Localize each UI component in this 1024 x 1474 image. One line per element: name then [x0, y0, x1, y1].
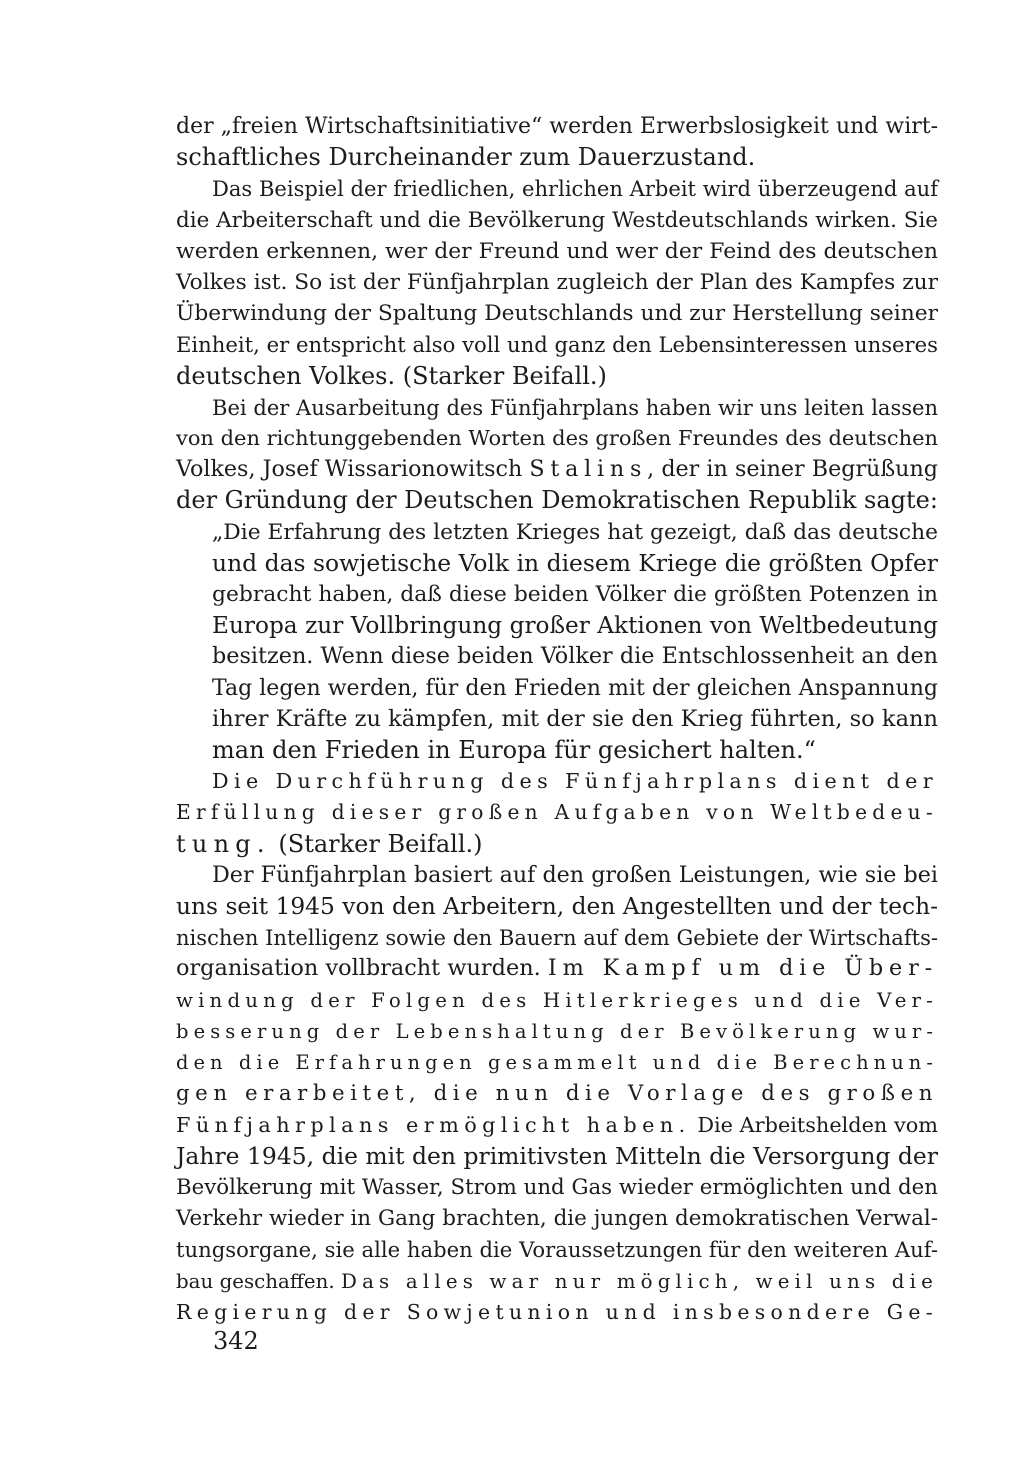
text-line: [176, 423, 938, 454]
text-segment: besitzen. Wenn diese beiden Völker die Entschlossenheit an den: [212, 643, 938, 670]
spaced-emphasis: den die Erfahrungen gesammelt und die Berechnun-: [176, 1051, 938, 1075]
text-segment: uns seit 1945 von den Arbeitern, den Angestellten und der tech-: [176, 892, 938, 921]
quote-line: [176, 517, 938, 548]
text-segment: Die Arbeitshelden vom: [690, 1112, 938, 1137]
spaced-emphasis: gen erarbeitet, die nun die Vorlage des großen: [176, 1081, 938, 1107]
text-segment: Verkehr wieder in Gang brachten, die jungen demokratischen Verwal-: [176, 1206, 938, 1232]
text-line: [176, 1110, 938, 1141]
quote-line: [176, 704, 938, 735]
text-segment: tungsorgane, sie alle haben die Voraussetzungen für den weiteren Auf-: [176, 1237, 938, 1263]
spaced-emphasis: besserung der Lebenshaltung der Bevölkerung wur-: [176, 1019, 938, 1043]
text-line: [176, 1234, 938, 1265]
spaced-emphasis: Das alles war nur möglich, weil uns die: [341, 1269, 938, 1293]
quote-line: [176, 579, 938, 610]
text-line: [176, 829, 938, 860]
body-text: [176, 111, 938, 1328]
text-segment: der Gründung der Deutschen Demokratischen Republik sagte:: [176, 486, 938, 515]
text-line: [176, 236, 938, 267]
text-line: [176, 1266, 938, 1297]
text-line: [176, 766, 938, 797]
text-segment: Jahre 1945, die mit den primitivsten Mitteln die Versorgung der: [176, 1141, 938, 1170]
text-line: [176, 1172, 938, 1203]
spaced-emphasis: Die Durchführung des Fünfjahrplans dient der: [212, 769, 938, 794]
text-line: [176, 267, 938, 298]
text-line: [176, 485, 938, 516]
text-segment: Volkes, Josef Wissarionowitsch: [176, 456, 530, 483]
text-segment: deutschen Volkes. (Starker Beifall.): [176, 361, 607, 390]
text-line: [176, 329, 938, 360]
text-line: [176, 361, 938, 392]
spaced-emphasis: Regierung der Sowjetunion und insbesondere Ge-: [176, 1299, 938, 1324]
spaced-emphasis: Stalins: [529, 456, 648, 483]
text-segment: ihrer Kräfte zu kämpfen, mit der sie den Krieg führten, so kann: [212, 705, 938, 732]
text-segment: nischen Intelligenz sowie den Bauern auf dem Gebiete der Wirtschafts-: [176, 925, 938, 951]
text-line: [176, 454, 938, 485]
text-segment: (Starker Beifall.): [270, 829, 483, 858]
text-line: [176, 1078, 938, 1109]
text-segment: Europa zur Vollbringung großer Aktionen von Weltbedeutung: [212, 612, 938, 640]
spaced-emphasis: Im Kampf um die Über-: [547, 955, 938, 982]
text-line: [176, 111, 938, 142]
text-segment: von den richtunggebenden Worten des großen Freundes des deutschen: [176, 426, 938, 451]
text-segment: schaftliches Durcheinander zum Dauerzustand.: [176, 143, 756, 172]
text-segment: man den Frieden in Europa für gesichert halten.“: [212, 736, 816, 765]
text-line: [176, 1203, 938, 1234]
quote-line: [176, 641, 938, 672]
spaced-emphasis: Fünfjahrplans ermöglicht haben.: [176, 1112, 691, 1137]
spaced-emphasis: tung.: [176, 829, 271, 858]
text-segment: Volkes ist. So ist der Fünfjahrplan zugleich der Plan des Kampfes zur: [176, 270, 938, 296]
text-segment: und das sowjetische Volk in diesem Kriege die größten Opfer: [212, 548, 938, 577]
quote-line: [176, 548, 938, 579]
text-line: [176, 1141, 938, 1172]
text-segment: , der in seiner Begrüßung: [647, 456, 938, 483]
text-line: [176, 953, 938, 984]
text-line: [176, 1297, 938, 1328]
text-segment: gebracht haben, daß diese beiden Völker die größten Potenzen in: [212, 582, 938, 608]
quote-line: [176, 610, 938, 641]
text-line: [176, 392, 938, 423]
text-segment: Bei der Ausarbeitung des Fünfjahrplans haben wir uns leiten lassen: [212, 394, 938, 420]
text-segment: „Die Erfahrung des letzten Krieges hat gezeigt, daß das deutsche: [212, 519, 938, 545]
text-line: [176, 891, 938, 922]
text-segment: der „freien Wirtschaftsinitiative“ werden Erwerbslosigkeit und wirt-: [176, 114, 938, 139]
text-segment: Einheit, er entspricht also voll und ganz den Lebensinteressen unseres: [176, 332, 938, 358]
quote-line: [176, 673, 938, 704]
text-segment: Das Beispiel der friedlichen, ehrlichen Arbeit wird überzeugend auf: [212, 176, 938, 202]
text-segment: die Arbeiterschaft und die Bevölkerung Westdeutschlands wirken. Sie: [176, 207, 938, 233]
text-line: [176, 1016, 938, 1047]
text-line: [176, 173, 938, 204]
text-segment: werden erkennen, wer der Freund und wer der Feind des deutschen: [176, 238, 938, 264]
text-line: [176, 860, 938, 891]
text-segment: Bevölkerung mit Wasser, Strom und Gas wieder ermöglichten und den: [176, 1174, 938, 1200]
quote-line: [176, 735, 938, 766]
text-line: [176, 922, 938, 953]
text-segment: Tag legen werden, für den Frieden mit der gleichen Anspannung: [212, 675, 938, 701]
text-line: [176, 1047, 938, 1078]
text-segment: organisation vollbracht wurden.: [176, 955, 548, 982]
spaced-emphasis: windung der Folgen des Hitlerkrieges und die Ver-: [176, 988, 938, 1012]
text-segment: Überwindung der Spaltung Deutschlands und zur Herstellung seiner: [176, 301, 938, 327]
page-number: 342: [213, 1327, 259, 1355]
text-line: [176, 205, 938, 236]
text-line: [176, 142, 938, 173]
text-segment: Der Fünfjahrplan basiert auf den großen Leistungen, wie sie bei: [212, 861, 938, 888]
spaced-emphasis: Erfüllung dieser großen Aufgaben von Weltbedeu-: [176, 800, 938, 825]
text-line: [176, 797, 938, 828]
text-line: [176, 298, 938, 329]
text-segment: bau geschaffen.: [176, 1269, 342, 1293]
text-line: [176, 985, 938, 1016]
